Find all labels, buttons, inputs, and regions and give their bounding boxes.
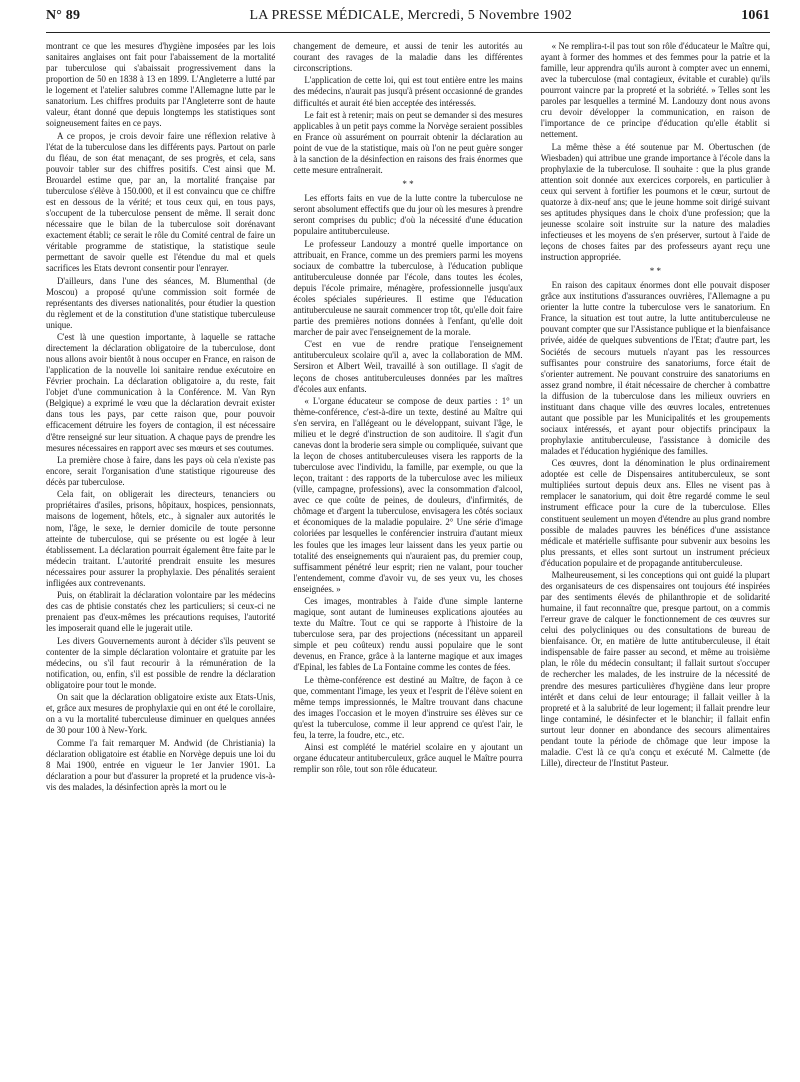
paragraph: Le professeur Landouzy a montré quelle importance on attribuait, en France, comme un des premiers parmi les moyens sociaux de combattre la tuberculose, à l'éducation publique antituberculeuse donnée par l'école, dans toutes les écoles, depuis l'école primaire, ménagère, professionnelle jusqu'aux écoles spéciales supérieures. Il estime que l'éducation antituberculeuse ne saurait commencer trop tôt, qu'elle doit faire partie des premières notions données à l'enfant, qu'elle doit marcher de pair avec l'enseignement de la morale. [293, 238, 523, 338]
paragraph: changement de demeure, et aussi de tenir les autorités au courant des ravages de la maladie dans les différentes circonscriptions. [293, 41, 523, 74]
paragraph: montrant ce que les mesures d'hygiène imposées par les lois sanitaires anglaises ont fait pour l'abaissement de la mortalité par tuberculose qui s'abaissait progressivement dans la proportion de 50 en 1838 à 13 en 1899. L'Angleterre a lutté par le logement et l'atelier salubres comme l'Allemagne lutte par le sanatorium. Les chiffres produits par l'Angleterre sont de haute valeur, étant donné que depuis longtemps les statistiques sont soigneusement faites en ce pays. [46, 41, 276, 129]
page-header [46, 0, 770, 33]
paragraph: Malheureusement, si les conceptions qui ont guidé la plupart des organisateurs de ces dispensaires ont toujours été inspirées par des sentiments élevés de philanthropie et de solidarité humaine, il faut reconnaître que, presque partout, on a commis l'erreur grave de calquer le fonctionnement de ces œuvres sur celui des polycliniques ou des consultations de bureau de bienfaisance. Or, en matière de lutte antituberculeuse, il était indispensable de faire passer au second, et même au troisième plan, le rôle du médecin consultant; il fallait surtout s'occuper de rechercher les malades, de les instruire de la nécessité de prendre des mesures particulières d'hygiène dans leur propre intérêt et dans celui de leur entourage; il fallait veiller à la propreté et à la salubrité de leur logement; il fallait prendre leur linge contaminé, le désinfecter et le blanchir; il fallait enfin surtout leur donner en abondance des secours alimentaires pendant toute la période de chômage que leur impose la maladie. C'est là ce qu'a conçu et exécuté M. Calmette (de Lille), directeur de l'Institut Pasteur. [540, 570, 770, 768]
paragraph: A ce propos, je crois devoir faire une réflexion relative à l'état de la tuberculose dans les différents pays. Partout on parle du fléau, de son état menaçant, de ses progrès, et cela, sans pouvoir tabler sur des chiffres positifs. C'est ainsi que M. Brouardel estime que, par an, la mortalité française par tuberculose s'élève à 150.000, et il est convaincu que ce chiffre est en dessous de la vérité; et tous ceux qui, en tous pays, s'occupent de la tuberculose pensent de même. Il serait donc nécessaire que le bilan de la tuberculose soit dorénavant exactement établi; ce serait le rôle du Comité central de faire un véritable programme de statistique, la statistique seule permettant de savoir quelle est l'étendue du mal et quels sacrifices les Etats devront consentir pour l'enrayer. [46, 130, 276, 274]
paragraph: La première chose à faire, dans les pays où cela n'existe pas encore, serait l'organisation d'une statistique rigoureuse des décès par tuberculose. [46, 454, 276, 488]
paragraph: C'est là une question importante, à laquelle se rattache directement la déclaration obligatoire de la tuberculose, dont nous allons avoir bientôt à nous occuper en France, en raison de l'application de la nouvelle loi sanitaire rendue exécutoire en Février prochain. La déclaration obligatoire a, du reste, fait l'objet d'une communication à la Conférence. M. Van Ryn (Belgique) a exprimé le vœu que la déclaration devrait exister dans tous les pays, par cette raison que, pour pouvoir efficacement détruire les foyers de contagion, il est nécessaire d'être renseigné sur leur situation. A chaque pays de prendre les mesures nécessaires en rapport avec ses mœurs et ses coutumes. [46, 332, 276, 453]
paragraph: Ainsi est complété le matériel scolaire en y ajoutant un organe éducateur antituberculeux, grâce auquel le Maître pourra remplir son rôle, tout son rôle éducateur. [293, 742, 523, 775]
paragraph: Les divers Gouvernements auront à décider s'ils peuvent se contenter de la simple déclaration volontaire et gratuite par les médecins, ou s'il faut recourir à la rémunération de la notification, ou, enfin, s'il est possible de rendre la déclaration obligatoire pour tout le monde. [46, 635, 276, 690]
section-separator: * * [649, 266, 661, 277]
paragraph: On sait que la déclaration obligatoire existe aux Etats-Unis, et, grâce aux mesures de prophylaxie qui en ont été le corollaire, on a vu la mortalité tuberculeuse diminuer en quelques années de 30 pour 100 à New-York. [46, 692, 276, 736]
paragraph: « Ne remplira-t-il pas tout son rôle d'éducateur le Maître qui, ayant à former des hommes et des femmes pour la patrie et la famille, leur apprendra qu'ils auront à compter avec un ennemi, avec la tuberculose (mal contagieux, évitable et curable) qu'ils pourront vaincre par la propreté et la sobriété. » Telles sont les paroles par lesquelles a terminé M. Landouzy dont nous avons cru devoir développer la communication, en raison de l'importance de ce principe d'éducation qu'elle établit si nettement. [540, 41, 770, 140]
paragraph: « L'organe éducateur se compose de deux parties : 1° un thème-conférence, c'est-à-dire un texte, destiné au Maître qui s'en servira, en l'allégeant ou le développant, suivant l'âge, le milieu et le degré d'instruction de son auditoire. Il s'agit d'un canevas dont la broderie sera simple ou compliquée, suivant que la leçon de choses antituberculeuses visera les rapports de la tuberculose avec l'individu, la famille, par exemple, ou que la leçon, traitant : des rapports de la tuberculose avec les milieux (ville, campagne, professions), avec la consommation d'alcool, avec ce que coûte de peines, de douleurs, d'infirmités, de chômage et d'argent la tuberculose, envisagera les côtés sociaux et économiques de la maladie populaire. 2° Une série d'image coloriées par lesquelles le conférencier instruira d'autant mieux les foules que les images leur laissent dans les yeux partie ou totalité des enseignements qui n'auraient pas, du premier coup, suffisamment pénétré leur esprit; rien ne valant, pour toucher l'entendement, comme d'avoir vu, de ses yeux vu, les choses enseignées. » [293, 395, 523, 594]
section-separator: * * [402, 179, 414, 190]
paragraph: Le thème-conférence est destiné au Maître, de façon à ce que, commentant l'image, les yeux et l'esprit de l'élève soient en même temps impressionnés, le Maître trouvant dans chacune des images l'occasion et le moyen d'instruire ses élèves sur ce qu'est la tuberculose, comme il leur apprend ce qu'est l'air, le feu, la terre, la foudre, etc., etc. [293, 674, 523, 740]
paragraph: C'est en vue de rendre pratique l'enseignement antituberculeux scolaire qu'il a, avec la collaboration de MM. Sersiron et Albert Weil, travaillé à son outillage. Il s'agit de leçons de choses antituberculeuses données par les maîtres d'écoles aux enfants. [293, 339, 523, 394]
paragraph: Puis, on établirait la déclaration volontaire par les médecins des cas de phtisie constatés chez les particuliers; si ceux-ci ne prenaient pas d'eux-mêmes les précautions requises, l'autorité les imposerait quand elle le jugerait utile. [46, 590, 276, 634]
paragraph: Ces œuvres, dont la dénomination le plus ordinairement adoptée est celle de Dispensaires antituberculeux, se sont multipliées surtout depuis deux ans. Elles ne visent pas à remplacer le sanatorium, qui doit être regardé comme le seul instrument efficace pour la cure de la tuberculose. Elles constituent seulement un moyen d'étendre au plus grand nombre possible de malades pauvres les bénéfices d'une assistance médicale et matérielle suffisante pour subvenir aux besoins les plus pressants, et elles sont surtout un instrument précieux d'éducation populaire et de propagande antituberculeuse. [540, 458, 770, 568]
page-number: 1061 [741, 8, 770, 23]
text-column-1 [46, 41, 275, 1073]
paragraph: D'ailleurs, dans l'une des séances, M. Blumenthal (de Moscou) a proposé qu'une commission soit formée de représentants des diverses nationalités, pour étudier la question du règlement et de la constitution d'une statistique tuberculeuse unique. [46, 275, 276, 330]
paragraph: Ces images, montrables à l'aide d'une simple lanterne magique, sont autant de lumineuses explications ajoutées au texte du Maître. Tout ce qui se rapporte à l'histoire de la tuberculose sera, par des projections (nécessitant un appareil simple et peu coûteux) rendu aussi populaire que le sont devenus, en France, grâce à la lanterne magique et aux images d'Epinal, les fables de La Fontaine comme les contes de fées. [293, 596, 523, 673]
issue-number: N° 89 [46, 8, 81, 23]
paragraph: En raison des capitaux énormes dont elle pouvait disposer grâce aux institutions d'assurances ouvrières, l'Allemagne a pu orienter la lutte contre la tuberculose vers le sanatorium. En France, la situation est tout autre, la lutte antituberculeuse ne pouvant compter que sur l'Assistance publique et la bienfaisance privée, aidée de quelques subventions de l'Etat; d'autre part, les Sociétés de secours mutuels n'ayant pas les ressources suffisantes pour construire des sanatoriums, force était de s'orienter autrement. Ne pouvant construire des sanatoriums en assez grand nombre, il était nécessaire de chercher à combattre la diffusion de la tuberculose dans les milieux ouvriers en instituant dans chaque ville des œuvres locales, entretenues autant que possible par les Municipalités et les groupements sociaux intéressés, et ayant pour objectifs principaux la prophylaxie antituberculeuse, l'assistance à domicile des malades et l'éducation hygiénique des familles. [540, 280, 770, 456]
newspaper-title: LA PRESSE MÉDICALE, Mercredi, 5 Novembre 1902 [249, 8, 572, 23]
paragraph: La même thèse a été soutenue par M. Obertuschen (de Wiesbaden) qui attribue une grande importance à l'école dans la prophylaxie de la tuberculose. Il souhaite : que la plus grande attention soit donnée aux exercices corporels, en particulier à ceux qui servent à fortifier les poumons et le cœur, surtout de quatorze à dix-neuf ans; que le jeune homme soit dirigé suivant ses aptitudes physiques dans le choix d'une profession; que la jeunesse scolaire soit instruite sur la nature des maladies infectieuses et les moyens de s'en préserver, surtout à l'aide de leçons de choses faites par des professeurs ayant reçu une instruction appropriée. [540, 141, 770, 263]
article-body [46, 33, 770, 1073]
paragraph: Le fait est à retenir; mais on peut se demander si des mesures applicables à un petit pays comme la Norvège seraient possibles en France où assurément on pourrait obtenir la déclaration au point de vue de la statistique, mais où l'on ne peut guère songer à la sanction de la désinfection en raisons des frais énormes que cette mesure entraînerait. [293, 109, 523, 176]
text-column-3 [541, 41, 770, 1073]
paragraph: Cela fait, on obligerait les directeurs, tenanciers ou propriétaires d'asiles, prisons, hôpitaux, hospices, pensionnats, maisons de logement, hôtels, etc., à signaler aux autorités le nom, l'âge, le sexe, le dernier domicile de toute personne atteinte de tuberculose, qui se présente ou est logée à leur établissement. La déclaration pourrait également être faite par le médecin traitant. L'autorité prendrait ensuite les mesures nécessaires pour assurer la prophylaxie. Des pénalités seraient infligées aux contrevenants. [46, 489, 276, 588]
paragraph: L'application de cette loi, qui est tout entière entre les mains des médecins, n'aurait pas jusqu'à présent occasionné de grandes difficultés et aurait été bien acceptée des intéressés. [293, 75, 523, 108]
text-column-2 [293, 41, 522, 1073]
paragraph: Comme l'a fait remarquer M. Andwid (de Christiania) la déclaration obligatoire est établie en Norvège depuis une loi du 8 Mai 1900, entrée en vigueur le 1er Janvier 1901. La déclaration a pour but d'assurer la propreté et la prudence vis-à-vis des malades, la désinfection après la mort ou le [46, 737, 276, 792]
paragraph: Les efforts faits en vue de la lutte contre la tuberculose ne seront absolument effectifs que du jour où les mesures à prendre seront comprises du public; d'où la nécessité d'une éducation populaire antituberculeuse. [293, 193, 523, 237]
